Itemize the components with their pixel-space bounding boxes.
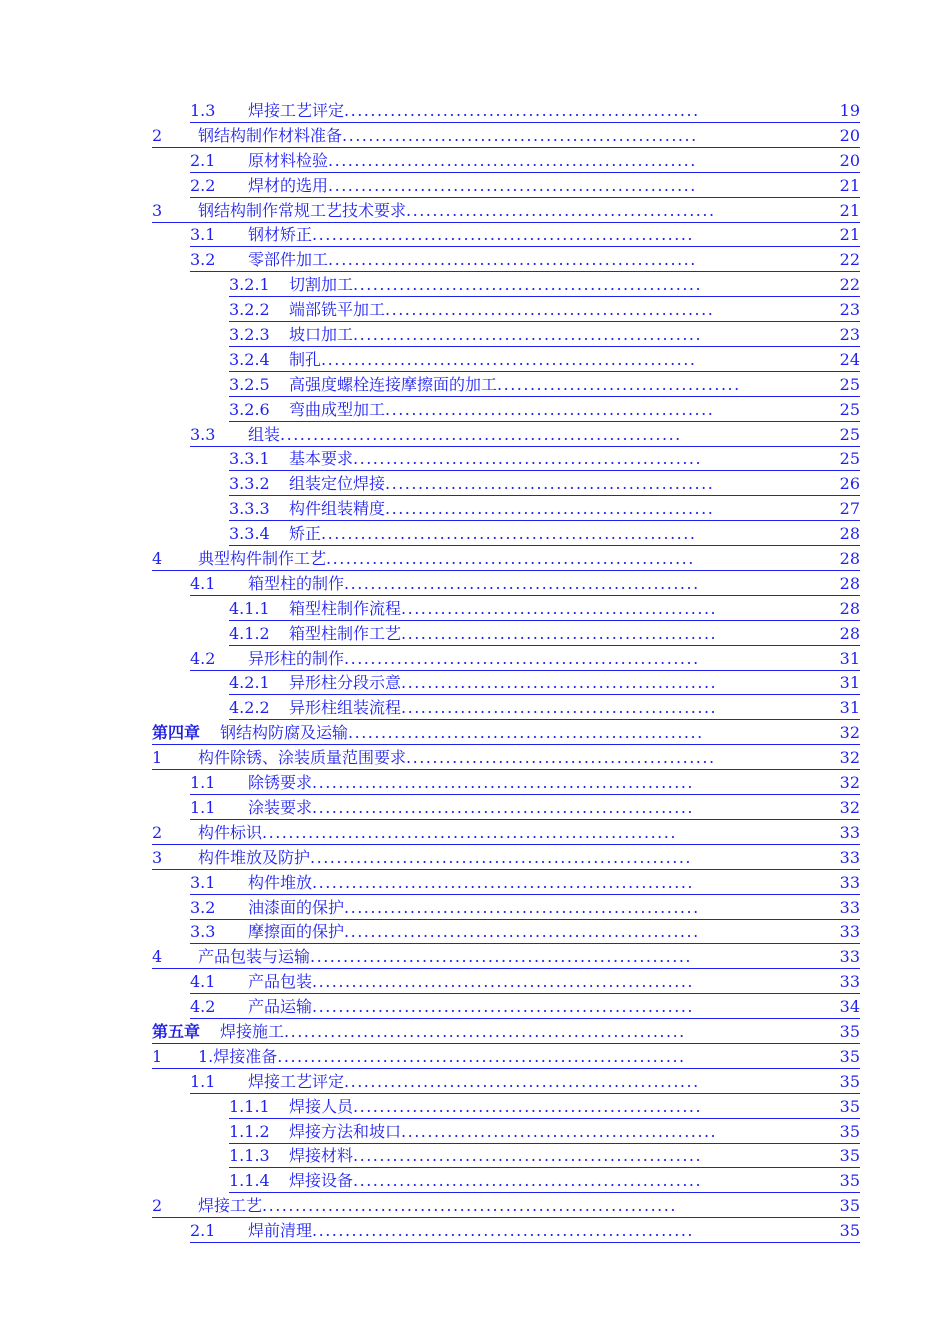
toc-entry-page[interactable]: 32 [836, 772, 860, 795]
toc-entry-page[interactable]: 35 [836, 1046, 860, 1069]
toc-entry[interactable] [0, 946, 950, 971]
toc-entry-title[interactable]: 钢材矫正 [248, 224, 312, 247]
toc-entry-number[interactable]: 1.1.4 [229, 1170, 291, 1193]
toc-dot-leader: ..................................................... [353, 1145, 836, 1168]
toc-entry-title[interactable]: 产品包装与运输 [198, 946, 310, 969]
toc-entry[interactable] [0, 448, 950, 473]
toc-dot-leader: ...................................................... [342, 125, 836, 148]
toc-entry-page[interactable]: 25 [836, 424, 860, 447]
toc-entry-number[interactable]: 1 [152, 1046, 200, 1069]
toc-entry-page[interactable]: 23 [836, 324, 860, 347]
toc-entry-number[interactable]: 2.1 [190, 1220, 248, 1243]
toc-entry-title[interactable]: 矫正 [289, 523, 321, 546]
toc-entry-title[interactable]: 箱型柱制作流程 [289, 598, 401, 621]
toc-entry-page[interactable]: 24 [836, 349, 860, 372]
toc-entry-title[interactable]: 焊前清理 [248, 1220, 312, 1243]
toc-dot-leader: ............................................................... [262, 1195, 836, 1218]
toc-entry-page[interactable]: 26 [836, 473, 860, 496]
toc-entry[interactable] [0, 672, 950, 697]
toc-entry-title[interactable]: 钢结构制作材料准备 [198, 125, 342, 148]
toc-entry-page[interactable]: 28 [836, 598, 860, 621]
toc-entry[interactable] [0, 1195, 950, 1220]
toc-entry-number[interactable]: 3.1 [190, 872, 248, 895]
toc-dot-leader: .................................................. [385, 498, 836, 521]
toc-entry-number[interactable]: 3.2.6 [229, 399, 291, 422]
toc-entry[interactable] [0, 548, 950, 573]
toc-entry-title[interactable]: 基本要求 [289, 448, 353, 471]
toc-dot-leader: ............................................... [406, 200, 836, 223]
toc-entry-number[interactable]: 第五章 [152, 1021, 220, 1044]
toc-entry-title[interactable]: 油漆面的保护 [248, 897, 344, 920]
toc-entry[interactable] [0, 573, 950, 598]
toc-entry-number[interactable]: 1.1.3 [229, 1145, 291, 1168]
toc-entry[interactable] [0, 324, 950, 349]
toc-dot-leader: ...................................................... [344, 573, 836, 596]
toc-entry-page[interactable]: 21 [836, 224, 860, 247]
toc-entry-title[interactable]: 焊接设备 [289, 1170, 353, 1193]
toc-entry[interactable] [0, 1021, 950, 1046]
toc-entry-number[interactable]: 4.2.1 [229, 672, 291, 695]
toc-entry[interactable] [0, 249, 950, 274]
toc-entry-number[interactable]: 3.3.2 [229, 473, 291, 496]
toc-entry-number[interactable]: 1.1.1 [229, 1096, 291, 1119]
toc-entry-page[interactable]: 33 [836, 921, 860, 944]
toc-entry-title[interactable]: 箱型柱制作工艺 [289, 623, 401, 646]
toc-entry-title[interactable]: 焊接方法和坡口 [289, 1121, 401, 1144]
toc-entry-title[interactable]: 焊接工艺评定 [248, 1071, 344, 1094]
toc-entry-page[interactable]: 27 [836, 498, 860, 521]
toc-entry-page[interactable]: 25 [836, 374, 860, 397]
toc-entry[interactable] [0, 897, 950, 922]
toc-entry-page[interactable]: 35 [836, 1220, 860, 1243]
toc-dot-leader: ........................................................ [328, 150, 836, 173]
toc-entry-page[interactable]: 31 [836, 672, 860, 695]
toc-entry[interactable] [0, 399, 950, 424]
toc-entry[interactable] [0, 349, 950, 374]
toc-entry[interactable] [0, 175, 950, 200]
toc-entry-number[interactable]: 3.2 [190, 897, 248, 920]
toc-dot-leader: ................................................ [401, 672, 836, 695]
toc-dot-leader: ................................................ [401, 623, 836, 646]
toc-dot-leader: .......................................................... [312, 971, 836, 994]
toc-entry-page[interactable]: 33 [836, 847, 860, 870]
toc-entry-title[interactable]: 高强度螺栓连接摩擦面的加工 [289, 374, 497, 397]
toc-entry[interactable] [0, 722, 950, 747]
toc-entry-number[interactable]: 4 [152, 946, 200, 969]
toc-entry-page[interactable]: 35 [836, 1071, 860, 1094]
toc-dot-leader: ........................................................ [326, 548, 836, 571]
toc-entry-title[interactable]: 构件堆放及防护 [198, 847, 310, 870]
toc-entry-number[interactable]: 3.3 [190, 921, 248, 944]
toc-entry-page[interactable]: 22 [836, 249, 860, 272]
toc-entry-number[interactable]: 2.1 [190, 150, 248, 173]
toc-entry-number[interactable]: 4.1 [190, 971, 248, 994]
toc-entry[interactable] [0, 747, 950, 772]
toc-dot-leader: .......................................................... [312, 797, 836, 820]
toc-entry-number[interactable]: 3.3.3 [229, 498, 291, 521]
toc-entry[interactable] [0, 772, 950, 797]
toc-entry-page[interactable]: 31 [836, 697, 860, 720]
toc-entry-title[interactable]: 焊接人员 [289, 1096, 353, 1119]
toc-entry-number[interactable]: 3.2 [190, 249, 248, 272]
toc-entry-page[interactable]: 19 [836, 100, 860, 123]
toc-entry-number[interactable]: 4.1 [190, 573, 248, 596]
toc-entry-title[interactable]: 零部件加工 [248, 249, 328, 272]
toc-entry-title[interactable]: 产品包装 [248, 971, 312, 994]
toc-dot-leader: .......................................................... [310, 946, 836, 969]
toc-dot-leader: .......................................................... [312, 1220, 836, 1243]
toc-entry-title[interactable]: 1.焊接准备 [198, 1046, 277, 1069]
toc-entry-title[interactable]: 钢结构防腐及运输 [220, 722, 348, 745]
toc-entry-title[interactable]: 焊材的选用 [248, 175, 328, 198]
toc-dot-leader: ...................................................... [344, 897, 836, 920]
toc-entry[interactable] [0, 797, 950, 822]
toc-entry-number[interactable]: 1.3 [190, 100, 248, 123]
toc-entry-page[interactable]: 33 [836, 971, 860, 994]
toc-entry-title[interactable]: 焊接施工 [220, 1021, 284, 1044]
toc-entry-title[interactable]: 弯曲成型加工 [289, 399, 385, 422]
toc-entry-title[interactable]: 构件标识 [198, 822, 262, 845]
toc-entry[interactable] [0, 996, 950, 1021]
toc-entry[interactable] [0, 697, 950, 722]
toc-entry-page[interactable]: 35 [836, 1145, 860, 1168]
toc-entry-page[interactable]: 25 [836, 399, 860, 422]
toc-dot-leader: .................................................. [385, 473, 836, 496]
toc-dot-leader: ..................................... [497, 374, 836, 397]
toc-entry-number[interactable]: 3.2.5 [229, 374, 291, 397]
toc-entry-title[interactable]: 构件组装精度 [289, 498, 385, 521]
toc-dot-leader: ............................................................. [284, 1021, 836, 1044]
toc-entry-page[interactable]: 28 [836, 523, 860, 546]
toc-entry-title[interactable]: 构件除锈、涂装质量范围要求 [198, 747, 406, 770]
toc-entry[interactable] [0, 1170, 950, 1195]
toc-entry-number[interactable]: 第四章 [152, 722, 220, 745]
toc-entry-page[interactable]: 32 [836, 747, 860, 770]
toc-entry[interactable] [0, 1121, 950, 1146]
toc-entry-title[interactable]: 异形柱分段示意 [289, 672, 401, 695]
toc-entry-page[interactable]: 21 [836, 200, 860, 223]
toc-entry[interactable] [0, 1220, 950, 1245]
toc-entry[interactable] [0, 274, 950, 299]
toc-dot-leader: ..................................................... [353, 1096, 836, 1119]
toc-entry-page[interactable]: 28 [836, 623, 860, 646]
toc-entry[interactable] [0, 623, 950, 648]
toc-entry[interactable] [0, 473, 950, 498]
toc-entry[interactable] [0, 1145, 950, 1170]
toc-dot-leader: ........................................................ [328, 249, 836, 272]
toc-entry-title[interactable]: 除锈要求 [248, 772, 312, 795]
toc-dot-leader: ...................................................... [348, 722, 836, 745]
toc-entry-number[interactable]: 3.2.1 [229, 274, 291, 297]
toc-entry-title[interactable]: 钢结构制作常规工艺技术要求 [198, 200, 406, 223]
toc-entry-page[interactable]: 35 [836, 1096, 860, 1119]
toc-entry-title[interactable]: 摩擦面的保护 [248, 921, 344, 944]
toc-entry[interactable] [0, 150, 950, 175]
toc-entry-page[interactable]: 28 [836, 548, 860, 571]
toc-entry[interactable] [0, 921, 950, 946]
toc-entry-page[interactable]: 25 [836, 448, 860, 471]
toc-entry-number[interactable]: 2 [152, 125, 200, 148]
toc-entry[interactable] [0, 424, 950, 449]
toc-entry-page[interactable]: 33 [836, 897, 860, 920]
toc-entry[interactable] [0, 971, 950, 996]
toc-entry-number[interactable]: 1.1 [190, 797, 248, 820]
toc-dot-leader: ...................................................... [344, 100, 836, 123]
toc-entry-page[interactable]: 21 [836, 175, 860, 198]
toc-entry-page[interactable]: 33 [836, 872, 860, 895]
toc-entry-number[interactable]: 3.1 [190, 224, 248, 247]
toc-entry-number[interactable]: 3.2.3 [229, 324, 291, 347]
toc-entry-page[interactable]: 32 [836, 797, 860, 820]
toc-dot-leader: .......................................................... [312, 224, 836, 247]
toc-entry-title[interactable]: 构件堆放 [248, 872, 312, 895]
toc-entry-number[interactable]: 1.1 [190, 772, 248, 795]
toc-entry-page[interactable]: 35 [836, 1021, 860, 1044]
toc-entry[interactable] [0, 224, 950, 249]
toc-dot-leader: ........................................................ [328, 175, 836, 198]
toc-entry[interactable] [0, 648, 950, 673]
toc-dot-leader: ................................................ [401, 598, 836, 621]
toc-entry-number[interactable]: 3.3.1 [229, 448, 291, 471]
toc-entry[interactable] [0, 1096, 950, 1121]
toc-entry-number[interactable]: 3.3 [190, 424, 248, 447]
toc-entry-title[interactable]: 制孔 [289, 349, 321, 372]
toc-dot-leader: ............................................... [406, 747, 836, 770]
toc-entry[interactable] [0, 1071, 950, 1096]
toc-entry-number[interactable]: 2 [152, 1195, 200, 1218]
toc-entry-page[interactable]: 33 [836, 946, 860, 969]
toc-entry-page[interactable]: 35 [836, 1121, 860, 1144]
toc-dot-leader: ...................................................... [344, 921, 836, 944]
toc-entry-page[interactable]: 28 [836, 573, 860, 596]
toc-entry[interactable] [0, 374, 950, 399]
toc-entry-title[interactable]: 组装 [248, 424, 280, 447]
toc-entry-number[interactable]: 3.2.2 [229, 299, 291, 322]
toc-entry[interactable] [0, 872, 950, 897]
toc-dot-leader: .................................................. [385, 399, 836, 422]
toc-entry-number[interactable]: 4.2 [190, 648, 248, 671]
toc-entry-title[interactable]: 典型构件制作工艺 [198, 548, 326, 571]
toc-entry-page[interactable]: 22 [836, 274, 860, 297]
toc-entry-title[interactable]: 异形柱的制作 [248, 648, 344, 671]
toc-entry-number[interactable]: 4.2 [190, 996, 248, 1019]
toc-entry-number[interactable]: 2 [152, 822, 200, 845]
toc-dot-leader: ......................................................... [321, 349, 836, 372]
toc-entry-title[interactable]: 焊接工艺 [198, 1195, 262, 1218]
toc-entry-number[interactable]: 4.2.2 [229, 697, 291, 720]
toc-dot-leader: ..................................................... [353, 324, 836, 347]
toc-dot-leader: .......................................................... [312, 772, 836, 795]
toc-entry-number[interactable]: 3.3.4 [229, 523, 291, 546]
toc-entry-page[interactable]: 35 [836, 1170, 860, 1193]
toc-dot-leader: ................................................ [401, 1121, 836, 1144]
toc-entry-number[interactable]: 4.1.2 [229, 623, 291, 646]
toc-dot-leader: ............................................................. [280, 424, 836, 447]
toc-entry-number[interactable]: 1.1 [190, 1071, 248, 1094]
toc-entry-title[interactable]: 端部铣平加工 [289, 299, 385, 322]
toc-entry-number[interactable]: 3.2.4 [229, 349, 291, 372]
toc-dot-leader: .......................................................... [312, 996, 836, 1019]
toc-entry-title[interactable]: 切割加工 [289, 274, 353, 297]
toc-dot-leader: ..................................................... [353, 1170, 836, 1193]
toc-entry[interactable] [0, 822, 950, 847]
toc-dot-leader: ...................................................... [344, 1071, 836, 1094]
toc-entry-page[interactable]: 33 [836, 822, 860, 845]
toc-entry-page[interactable]: 20 [836, 150, 860, 173]
toc-entry-title[interactable]: 焊接工艺评定 [248, 100, 344, 123]
toc-entry-page[interactable]: 20 [836, 125, 860, 148]
toc-dot-leader: ......................................................... [321, 523, 836, 546]
toc-dot-leader: ............................................................... [262, 822, 836, 845]
toc-dot-leader: .................................................. [385, 299, 836, 322]
toc-dot-leader: .......................................................... [310, 847, 836, 870]
toc-entry-number[interactable]: 1 [152, 747, 200, 770]
toc-entry-number[interactable]: 4 [152, 548, 200, 571]
toc-entry-number[interactable]: 4.1.1 [229, 598, 291, 621]
toc-entry[interactable] [0, 523, 950, 548]
toc-entry-title[interactable]: 原材料检验 [248, 150, 328, 173]
toc-dot-leader: ................................................ [401, 697, 836, 720]
toc-entry[interactable] [0, 498, 950, 523]
toc-entry-number[interactable]: 3 [152, 847, 200, 870]
toc-entry[interactable] [0, 200, 950, 225]
toc-entry-number[interactable]: 1.1.2 [229, 1121, 291, 1144]
toc-entry-title[interactable]: 涂装要求 [248, 797, 312, 820]
toc-entry-title[interactable]: 组装定位焊接 [289, 473, 385, 496]
toc-entry-title[interactable]: 箱型柱的制作 [248, 573, 344, 596]
toc-entry[interactable] [0, 598, 950, 623]
toc-entry[interactable] [0, 1046, 950, 1071]
toc-entry-page[interactable]: 31 [836, 648, 860, 671]
toc-entry-page[interactable]: 32 [836, 722, 860, 745]
toc-entry-number[interactable]: 3 [152, 200, 200, 223]
toc-dot-leader: ...................................................... [344, 648, 836, 671]
toc-entry-title[interactable]: 坡口加工 [289, 324, 353, 347]
toc-dot-leader: .......................................................... [312, 872, 836, 895]
table-of-contents [0, 100, 950, 1245]
toc-entry-title[interactable]: 异形柱组装流程 [289, 697, 401, 720]
toc-entry-page[interactable]: 34 [836, 996, 860, 1019]
toc-entry-page[interactable]: 23 [836, 299, 860, 322]
toc-entry[interactable] [0, 100, 950, 125]
toc-entry[interactable] [0, 125, 950, 150]
toc-dot-leader: .............................................................. [277, 1046, 836, 1069]
toc-dot-leader: ..................................................... [353, 448, 836, 471]
toc-entry-page[interactable]: 35 [836, 1195, 860, 1218]
toc-entry-title[interactable]: 焊接材料 [289, 1145, 353, 1168]
toc-entry-number[interactable]: 2.2 [190, 175, 248, 198]
toc-dot-leader: ..................................................... [353, 274, 836, 297]
toc-entry[interactable] [0, 847, 950, 872]
toc-entry[interactable] [0, 299, 950, 324]
toc-entry-title[interactable]: 产品运输 [248, 996, 312, 1019]
